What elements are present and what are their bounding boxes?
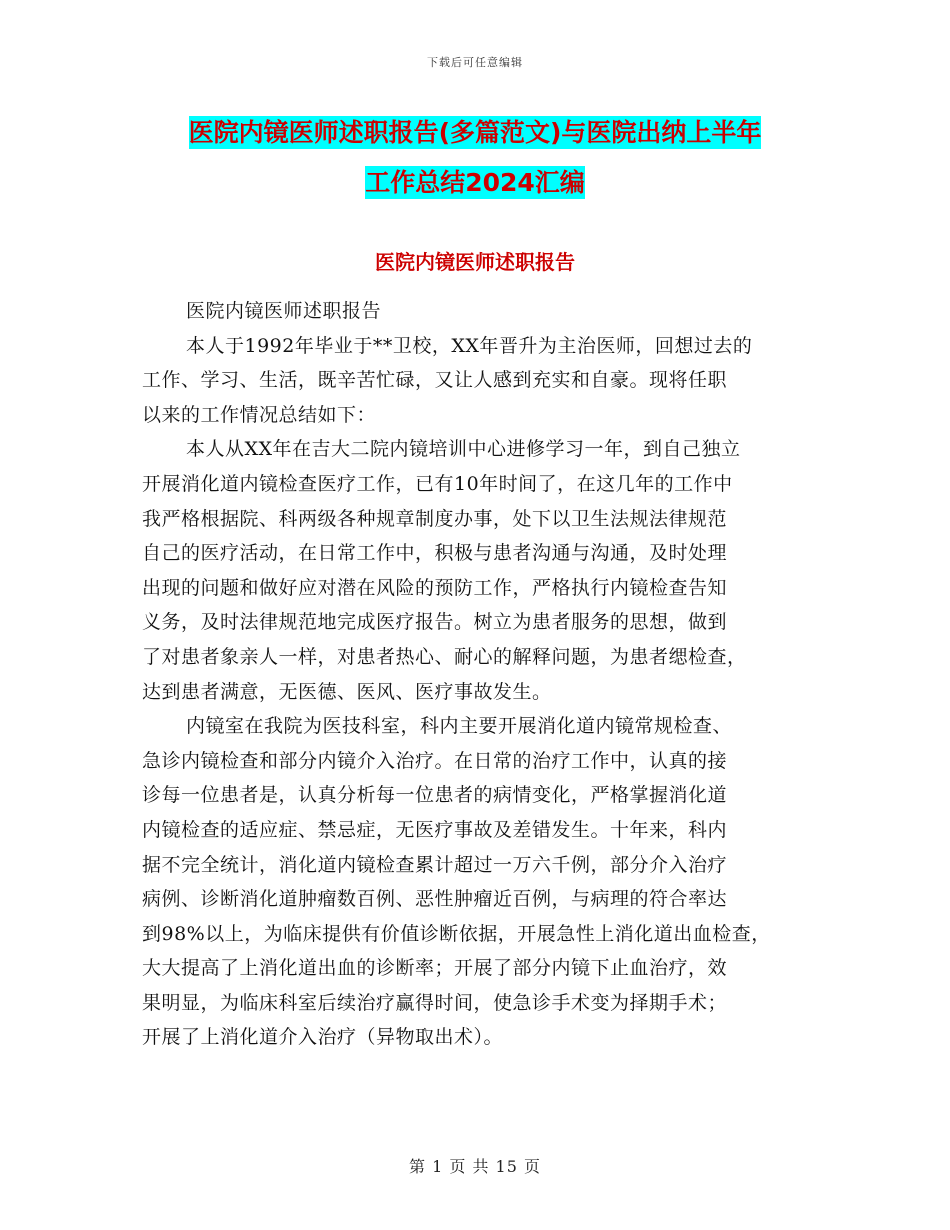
- body-line: 医院内镜医师述职报告: [186, 300, 382, 322]
- body-line: 出现的问题和做好应对潜在风险的预防工作，严格执行内镜检查告知: [142, 576, 728, 599]
- document-title: [0, 108, 950, 208]
- body-line: 内镜检查的适应症、禁忌症，无医疗事故及差错发生。十年来，科内: [142, 818, 728, 841]
- body-line: 自己的医疗活动，在日常工作中，积极与患者沟通与沟通，及时处理: [142, 542, 728, 565]
- body-line: 了对患者象亲人一样，对患者热心、耐心的解释问题，为患者缌检查，: [142, 645, 747, 668]
- body-line: 大大提高了上消化道出血的诊断率；开展了部分内镜下止血治疗，效: [142, 957, 728, 980]
- page-footer: 第 1 页 共 15 页: [409, 1157, 541, 1176]
- body-line: 以来的工作情况总结如下：: [142, 403, 377, 426]
- body-line: 本人从XX年在吉大二院内镜培训中心进修学习一年，到自己独立: [186, 438, 741, 461]
- body-line: 开展消化道内镜检查医疗工作，已有10年时间了，在这几年的工作中: [142, 472, 733, 495]
- body-text: [142, 294, 832, 1055]
- body-line: 我严格根据院、科两级各种规章制度办事，处下以卫生法规法律规范: [142, 507, 728, 530]
- body-line: 果明显，为临床科室后续治疗赢得时间，使急诊手术变为择期手术；: [142, 991, 728, 1014]
- body-line: 开展了上消化道介入治疗（异物取出术）。: [142, 1026, 504, 1049]
- body-line: 工作、学习、生活，既辛苦忙碌，又让人感到充实和自豪。现将任职: [142, 369, 728, 392]
- body-line: 本人于1992年毕业于**卫校，XX年晋升为主治医师，回想过去的: [186, 334, 753, 357]
- section-title: 医院内镜医师述职报告: [375, 250, 575, 274]
- body-line: 病例、诊断消化道肿瘤数百例、恶性肿瘤近百例，与病理的符合率达: [142, 888, 728, 911]
- body-line: 内镜室在我院为医技科室，科内主要开展消化道内镜常规检查、: [186, 715, 733, 738]
- header-note: 下载后可任意编辑: [427, 56, 523, 69]
- body-line: 急诊内镜检查和部分内镜介入治疗。在日常的治疗工作中，认真的接: [142, 749, 728, 772]
- body-line: 诊每一位患者是，认真分析每一位患者的病情变化，严格掌握消化道: [142, 784, 728, 807]
- title-line-1: 医院内镜医师述职报告(多篇范文)与医院出纳上半年: [188, 118, 762, 147]
- body-line: 到98%以上，为临床提供有价值诊断依据，开展急性上消化道出血检查，: [142, 922, 771, 945]
- body-line: 达到患者满意，无医德、医风、医疗事故发生。: [142, 680, 552, 703]
- body-line: 据不完全统计，消化道内镜检查累计超过一万六千例，部分介入治疗: [142, 853, 728, 876]
- title-line-2: 工作总结2024汇编: [365, 168, 585, 197]
- body-line: 义务，及时法律规范地完成医疗报告。树立为患者服务的思想，做到: [142, 611, 728, 634]
